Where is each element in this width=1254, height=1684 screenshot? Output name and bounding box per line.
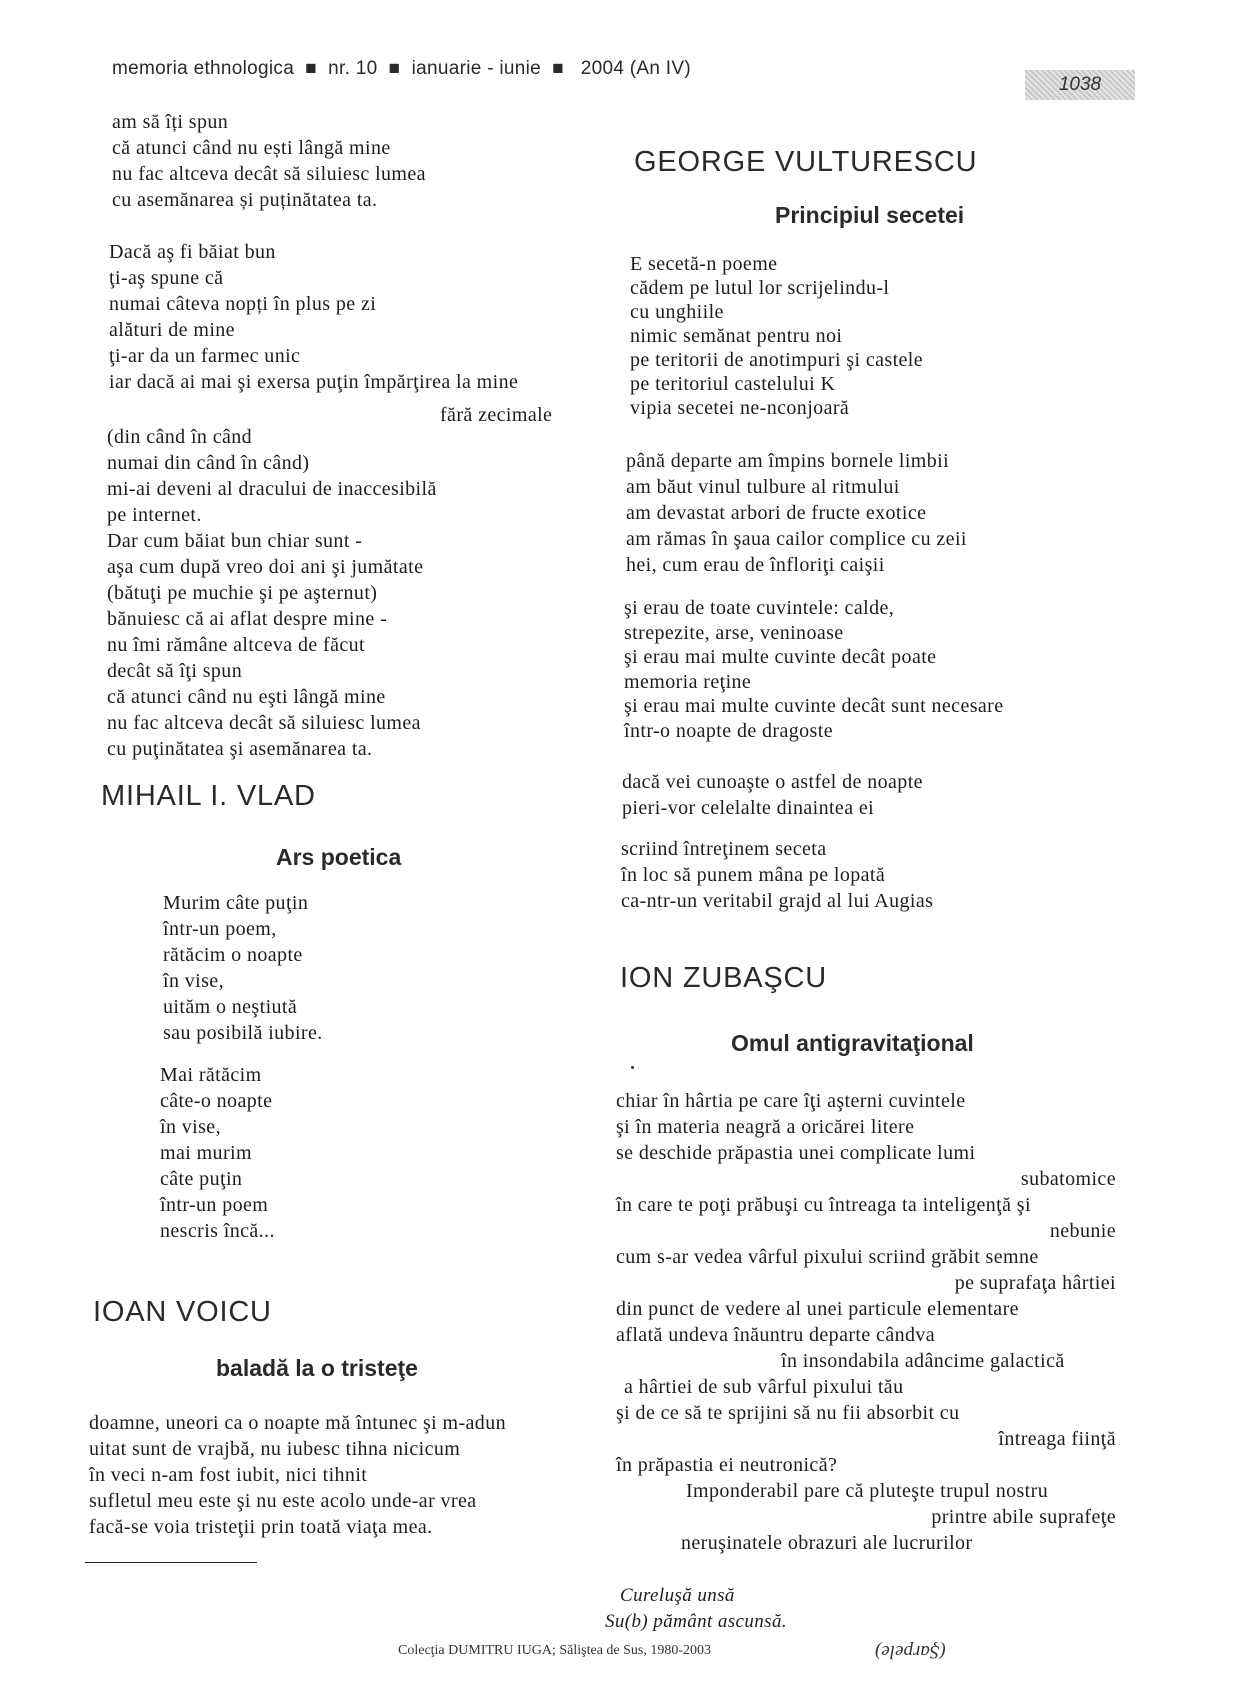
poem-line: din punct de vedere al unei particule elementare (616, 1298, 1019, 1320)
poem-line: Mai rătăcim (160, 1064, 262, 1086)
poem-title-ars-poetica: Ars poetica (276, 844, 402, 870)
journal-name: memoria ethnologica (112, 58, 295, 79)
riddle-line-2: Su(b) pământ ascunsă. (605, 1611, 788, 1632)
stray-dot (631, 1066, 634, 1069)
poem-line-tail: printre abile suprafeţe (931, 1506, 1116, 1528)
poem-line: cu puţinătatea şi asemănarea ta. (107, 738, 373, 760)
poem-line: şi erau de toate cuvintele: calde, (624, 597, 895, 619)
secetei-stanza-1 (630, 252, 923, 420)
author-voicu: IOAN VOICU (93, 1296, 272, 1328)
poem-line: scriind întreţinem seceta (621, 838, 827, 860)
poem-line: iar dacă ai mai şi exersa puţin împărţirea la mine (109, 371, 519, 393)
poem-line: ţi-ar da un farmec unic (109, 345, 301, 367)
secetei-stanza-3 (624, 596, 1004, 743)
poem-line: nu îmi rămâne altceva de făcut (107, 634, 365, 656)
poem-line: până departe am împins bornele limbii (626, 450, 950, 472)
poem-line: uitat sunt de vrajbă, nu iubesc tihna nicicum (89, 1438, 461, 1460)
poem-line: neruşinatele obrazuri ale lucrurilor (681, 1532, 973, 1554)
poem-line: chiar în hârtia pe care îţi aşterni cuvintele (616, 1090, 966, 1112)
poem-line: mai murim (160, 1142, 252, 1164)
riddle-answer-upside-down: (Şarpele) (875, 1641, 946, 1662)
poem-line: E secetă-n poeme (630, 253, 778, 275)
secetei-stanza-5 (621, 836, 933, 914)
poem-title-balada: baladă la o tristeţe (216, 1355, 418, 1381)
poem-line: că atunci când nu ești lângă mine (112, 137, 391, 159)
poem-line: dacă vei cunoaşte o astfel de noapte (622, 771, 923, 793)
ars-poetica-stanza-1 (163, 890, 323, 1046)
poem-title-omul-antigravitational: Omul antigravitaţional (731, 1030, 974, 1056)
poem-line: numai din când în când) (107, 452, 310, 474)
poem-line-tail: întreaga fiinţă (998, 1428, 1116, 1450)
issue-year: 2004 (An IV) (580, 58, 691, 79)
poem-line: vipia secetei ne-nconjoară (630, 397, 850, 419)
poem-line: şi de ce să te sprijini să nu fii absorbit cu (616, 1402, 960, 1424)
poem-line: memoria reţine (624, 670, 752, 693)
poem-line: pe internet. (107, 504, 202, 526)
poem-line-tail: nebunie (1049, 1220, 1116, 1242)
poem-line: Dar cum băiat bun chiar sunt - (107, 530, 363, 552)
poem-line: a hârtiei de sub vârful pixului tău (624, 1376, 904, 1398)
poem-line: decât să îţi spun (107, 660, 243, 682)
poem-line: în loc să punem mâna pe lopată (621, 864, 886, 886)
poem-line: facă-se voia tristeţii prin toată viaţa mea. (89, 1516, 433, 1538)
ars-poetica-stanza-2 (160, 1062, 275, 1244)
page-number: 1038 (1025, 70, 1135, 100)
poem-line: pe teritorii de anotimpuri şi castele (630, 349, 924, 371)
poem-line: (din când în când (107, 426, 253, 448)
riddle-line-1: Cureluşă unsă (620, 1585, 735, 1606)
balada-stanza (89, 1410, 506, 1540)
secetei-stanza-2 (626, 448, 967, 578)
poem-line: am băut vinul tulbure al ritmului (626, 476, 900, 498)
poem-line: strepezite, arse, veninoase (624, 621, 844, 644)
poem-line-tail: fără zecimale (440, 404, 553, 426)
poem-line: pe teritoriul castelului K (630, 373, 836, 395)
poem-line: cum s-ar vedea vârful pixului scriind grăbit semne (616, 1246, 1039, 1268)
poem-title-principiul-secetei: Principiul secetei (775, 202, 965, 228)
poem-line: hei, cum erau de înfloriţi caişii (626, 554, 885, 576)
poem-line: în vise, (163, 970, 224, 992)
poem-line: Imponderabil pare că pluteşte trupul nostru (686, 1480, 1049, 1502)
poem-line: ţi-aş spune că (109, 267, 224, 289)
antigravitational-poem (616, 1088, 1116, 1556)
poem-line: (bătuţi pe muchie şi pe aşternut) (107, 582, 378, 604)
poem-line: Dacă aş fi băiat bun (109, 241, 276, 263)
poem-line: numai câteva nopți în plus pe zi (109, 293, 377, 315)
collection-credit: Colecţia DUMITRU IUGA; Săliştea de Sus, 1980-2003 (398, 1643, 712, 1658)
poem-line: sau posibilă iubire. (163, 1022, 323, 1044)
poem-line: nu fac altceva decât să siluiesc lumea (112, 163, 426, 185)
poem-line: câte-o noapte (160, 1090, 273, 1112)
poem-line: am devastat arbori de fructe exotice (626, 502, 927, 524)
issue-period: ianuarie - iunie (411, 58, 542, 79)
poem-line: cu unghiile (630, 301, 724, 323)
issue-number: nr. 10 (328, 58, 378, 79)
poem-line: într-un poem, (163, 918, 277, 940)
poem-line: alături de mine (109, 319, 235, 341)
poem-line: în vise, (160, 1116, 221, 1138)
poem-line: nu fac altceva decât să siluiesc lumea (107, 712, 421, 734)
poem-line: câte puţin (160, 1168, 243, 1190)
poem-line: şi în materia neagră a oricărei litere (616, 1116, 915, 1138)
poem-line: în veci n-am fost iubit, nici tihnit (89, 1464, 368, 1486)
poem-line: cu asemănarea și puținătatea ta. (112, 189, 378, 211)
poem-end-stanza-1 (112, 109, 426, 213)
poem-line: doamne, uneori ca o noapte mă întunec şi m-adun (89, 1412, 507, 1434)
author-vulturescu: GEORGE VULTURESCU (634, 146, 978, 178)
poem-line: cădem pe lutul lor scrijelindu-l (630, 277, 890, 299)
poem-line: şi erau mai multe cuvinte decât sunt necesare (624, 695, 1004, 717)
poem-line: Murim câte puţin (163, 892, 309, 914)
poem-line: uităm o neştiută (163, 996, 298, 1018)
poem-line: mi-ai deveni al dracului de inaccesibilă (107, 478, 437, 500)
footnote-rule (85, 1562, 257, 1563)
author-vlad: MIHAIL I. VLAD (101, 780, 316, 812)
poem-line: şi erau mai multe cuvinte decât poate (624, 646, 937, 668)
poem-line: ca-ntr-un veritabil grajd al lui Augias (621, 890, 934, 912)
poem-line: nimic semănat pentru noi (630, 325, 843, 347)
poem-line-tail: subatomice (1020, 1168, 1116, 1190)
poem-line: aflată undeva înăuntru departe cândva (616, 1324, 936, 1346)
poem-line: am să îți spun (112, 111, 229, 133)
poem-line: se deschide prăpastia unei complicate lumi (616, 1142, 976, 1164)
poem-end-stanza-2 (109, 239, 518, 395)
poem-line: într-o noapte de dragoste (624, 719, 833, 742)
poem-line: bănuiesc că ai aflat despre mine - (107, 608, 388, 630)
poem-line: aşa cum după vreo doi ani şi jumătate (107, 556, 424, 578)
poem-line: rătăcim o noapte (163, 944, 303, 966)
poem-line: am rămas în şaua cailor complice cu zeii (626, 528, 967, 550)
poem-line: că atunci când nu eşti lângă mine (107, 686, 386, 708)
poem-line: nescris încă... (160, 1220, 275, 1242)
poem-line: în care te poţi prăbuşi cu întreaga ta inteligenţă şi (616, 1194, 1031, 1216)
poem-line-tail: pe suprafaţa hârtiei (954, 1272, 1116, 1294)
author-zubascu: ION ZUBAŞCU (620, 962, 827, 994)
poem-end-stanza-3 (107, 424, 437, 762)
poem-line: pieri-vor celelalte dinaintea ei (622, 797, 875, 819)
poem-line: în insondabila adâncime galactică (781, 1350, 1065, 1372)
secetei-stanza-4 (622, 769, 923, 821)
running-header: memoria ethnologica ■ nr. 10 ■ ianuarie - iunie ■ 2004 (An IV) (112, 58, 691, 79)
poem-line: într-un poem (160, 1194, 269, 1216)
poem-line: sufletul meu este şi nu este acolo unde-ar vrea (89, 1490, 477, 1512)
poem-line: în prăpastia ei neutronică? (616, 1454, 838, 1476)
